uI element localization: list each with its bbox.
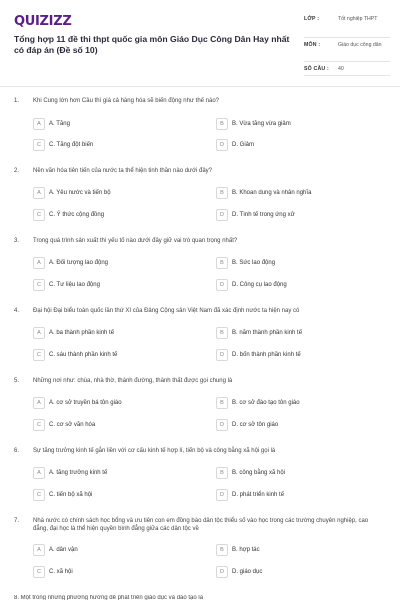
option-a[interactable]: [33, 256, 108, 270]
meta-subject-value: Giáo dục công dân: [338, 42, 382, 48]
meta-subject-row: [304, 38, 390, 62]
option-label: D. Tình tế trong ứng xử: [232, 212, 295, 218]
option-letter-box: A: [33, 187, 45, 199]
option-label: B. cơ sở đào tạo tôn giáo: [232, 400, 300, 406]
question-body: Những nơi như: chùa, nhà thờ, thánh đường, thánh thất được gọi chung là: [33, 378, 233, 384]
option-label: C. Tăng đột biến: [49, 142, 94, 148]
option-b[interactable]: [216, 396, 300, 410]
question-text: [14, 447, 384, 455]
option-letter-box: C: [33, 489, 45, 501]
meta-count-value: 40: [338, 66, 344, 72]
option-label: A. Đối tượng lao động: [49, 260, 108, 266]
option-label: B. năm thành phần kinh tế: [232, 330, 303, 336]
option-label: D. Công cụ lao động: [232, 282, 287, 288]
option-label: D. cơ sở tôn giáo: [232, 422, 279, 428]
option-letter-box: A: [33, 327, 45, 339]
meta-class-value: Tốt nghiệp THPT: [338, 16, 378, 22]
question-number: 2.: [14, 168, 20, 174]
option-d[interactable]: [216, 488, 284, 502]
option-letter-box: B: [216, 118, 228, 130]
option-letter-box: D: [216, 139, 228, 151]
option-label: C. tiến bộ xã hội: [49, 492, 93, 498]
question-text: [14, 237, 384, 245]
question-text: [14, 377, 384, 385]
option-label: A. Tăng: [49, 121, 70, 127]
option-a[interactable]: [33, 396, 122, 410]
option-letter-box: C: [33, 279, 45, 291]
option-b[interactable]: [216, 543, 260, 557]
question-number: 7.: [14, 518, 20, 524]
question-body: Nhà nước có chính sách học bổng và ưu tiên con em đồng bào dân tộc thiểu số vào học trong các trường chuyên nghiệp, cao đẳng, đại học là thể hiện quyền bình đẳng giữa các dân tộc về: [33, 518, 369, 532]
option-letter-box: B: [216, 257, 228, 269]
option-c[interactable]: [33, 418, 95, 432]
option-letter-box: D: [216, 279, 228, 291]
option-label: C. xã hội: [49, 569, 73, 575]
option-c[interactable]: [33, 208, 104, 222]
question-text: [14, 167, 384, 175]
option-c[interactable]: [33, 278, 100, 292]
option-a[interactable]: [33, 117, 70, 131]
option-letter-box: C: [33, 209, 45, 221]
meta-count-row: [304, 62, 390, 76]
option-letter-box: A: [33, 257, 45, 269]
option-label: A. ba thành phần kinh tế: [49, 330, 115, 336]
option-label: B. Vừa tăng vừa giảm: [232, 121, 291, 127]
option-label: D. bốn thành phần kinh tế: [232, 352, 301, 358]
question-body: Sự tăng trưởng kinh tế gắn liền với cơ cấu kinh tế hợp lí, tiến bộ và công bằng xã hội gọi là: [33, 448, 276, 454]
option-label: D. Giảm: [232, 142, 255, 148]
option-letter-box: B: [216, 327, 228, 339]
option-c[interactable]: [33, 565, 73, 579]
option-a[interactable]: [33, 543, 78, 557]
question-number: 5.: [14, 378, 20, 384]
option-a[interactable]: [33, 186, 111, 200]
option-label: B. Sức lao động: [232, 260, 276, 266]
option-label: A. cơ sở truyền bá tôn giáo: [49, 400, 122, 406]
option-label: B. hợp tác: [232, 547, 260, 553]
option-letter-box: C: [33, 419, 45, 431]
option-d[interactable]: [216, 138, 254, 152]
option-letter-box: B: [216, 467, 228, 479]
option-letter-box: B: [216, 187, 228, 199]
option-label: A. tăng trưởng kinh tế: [49, 470, 108, 476]
option-letter-box: D: [216, 209, 228, 221]
option-letter-box: D: [216, 419, 228, 431]
option-label: C. Tư liệu lao động: [49, 282, 100, 288]
option-label: C. Ý thức cộng đồng: [49, 212, 105, 218]
option-d[interactable]: [216, 278, 287, 292]
option-b[interactable]: [216, 466, 285, 480]
question-number: 6.: [14, 448, 20, 454]
option-b[interactable]: [216, 326, 302, 340]
option-letter-box: D: [216, 489, 228, 501]
question-body: Khi Cung lớn hơn Cầu thì giá cả hàng hóa sẽ biến động như thế nào?: [33, 98, 220, 104]
option-label: C. cơ sở văn hóa: [49, 422, 96, 428]
option-letter-box: A: [33, 544, 45, 556]
option-label: B. Khoan dung và nhân nghĩa: [232, 190, 312, 196]
option-c[interactable]: [33, 348, 117, 362]
meta-count-label: SỐ CÂU :: [304, 66, 329, 72]
option-label: C. sáu thành phần kinh tế: [49, 352, 118, 358]
option-b[interactable]: [216, 117, 291, 131]
question-number: 3.: [14, 238, 20, 244]
option-label: A. dân vận: [49, 547, 78, 553]
option-letter-box: A: [33, 118, 45, 130]
question-number: 4.: [14, 308, 20, 314]
option-label: B. công bằng xã hội: [232, 470, 286, 476]
option-letter-box: A: [33, 397, 45, 409]
option-letter-box: A: [33, 467, 45, 479]
option-d[interactable]: [216, 565, 262, 579]
option-b[interactable]: [216, 186, 311, 200]
option-letter-box: D: [216, 349, 228, 361]
quizizz-logo: QUIZIZZ: [14, 14, 72, 29]
option-letter-box: C: [33, 139, 45, 151]
document-title: Tổng hợp 11 đề thi thpt quốc gia môn Giáo Dục Công Dân Hay nhất có đáp án (Đề số 10): [14, 34, 290, 55]
question-body: Trong quá trình sản xuất thì yếu tố nào dưới đây giữ vai trò quan trọng nhất?: [33, 238, 238, 244]
option-letter-box: B: [216, 397, 228, 409]
meta-class-row: [304, 14, 390, 38]
option-letter-box: B: [216, 544, 228, 556]
option-letter-box: C: [33, 566, 45, 578]
meta-table: [304, 14, 390, 76]
meta-subject-label: MÔN :: [304, 42, 321, 48]
option-d[interactable]: [216, 208, 295, 222]
option-d[interactable]: [216, 348, 301, 362]
option-label: D. giáo dục: [232, 569, 263, 575]
option-letter-box: D: [216, 566, 228, 578]
question-text: [14, 517, 384, 533]
meta-class-label: LỚP :: [304, 16, 320, 22]
option-a[interactable]: [33, 466, 107, 480]
option-c[interactable]: [33, 138, 93, 152]
option-a[interactable]: [33, 326, 114, 340]
option-d[interactable]: [216, 418, 278, 432]
option-label: A. Yêu nước và tiến bộ: [49, 190, 111, 196]
option-label: D. phát triển kinh tế: [232, 492, 285, 498]
question-number: 1.: [14, 98, 20, 104]
option-letter-box: C: [33, 349, 45, 361]
option-b[interactable]: [216, 256, 275, 270]
question-text: [14, 307, 384, 315]
question-8-partial: 8. Một trong những phương hướng để phát triển giáo dục và đào tạo là: [14, 595, 204, 600]
header-divider: [0, 86, 400, 87]
question-text: [14, 97, 384, 105]
question-body: Đại hội Đại biểu toàn quốc lần thứ XI của Đảng Cộng sản Việt Nam đã xác định nước ta hiện nay có: [33, 308, 300, 314]
question-body: Nền văn hóa tiên tiến của nước ta thể hiện tinh thần nào dưới đây?: [33, 168, 213, 174]
option-c[interactable]: [33, 488, 92, 502]
